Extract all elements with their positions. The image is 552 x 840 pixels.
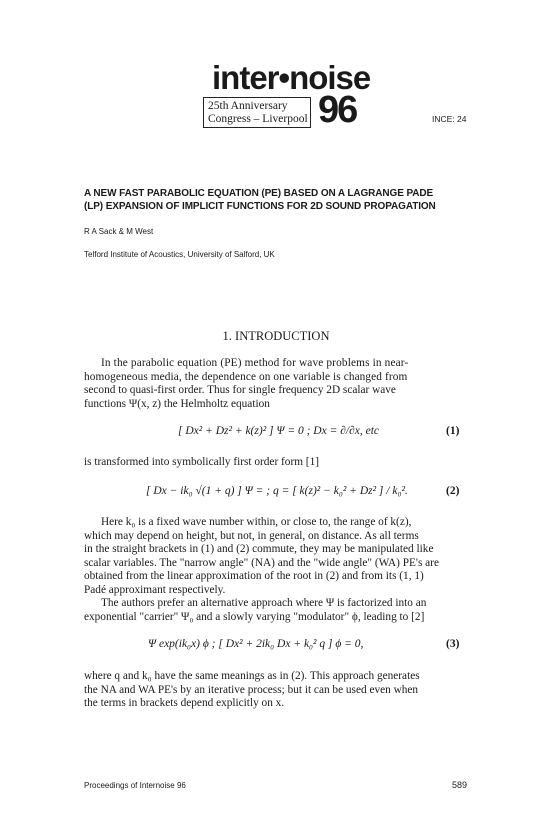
conference-logo-wordmark: inter•noise bbox=[212, 59, 371, 96]
equation-2-number: (2) bbox=[446, 485, 460, 497]
title-line-2: (LP) EXPANSION OF IMPLICIT FUNCTIONS FOR 2D SOUND PROPAGATION bbox=[84, 201, 436, 212]
equation-3-number: (3) bbox=[446, 638, 460, 650]
text-line: obtained from the linear approximation of the root in (2) and from its (1, 1) bbox=[84, 570, 424, 582]
paragraph-3 bbox=[84, 516, 439, 624]
text-line: The authors prefer an alternative approach where Ψ is factorized into an bbox=[101, 597, 427, 609]
text-line: second to quasi-first order. Thus for single frequency 2D scalar wave bbox=[84, 384, 396, 396]
title-line-1: A NEW FAST PARABOLIC EQUATION (PE) BASED ON A LAGRANGE PADE bbox=[84, 188, 434, 199]
section-heading: 1. INTRODUCTION bbox=[222, 329, 330, 343]
equation-2: [ Dx − ik₀ √(1 + q) ] Ψ = ; q = [ k(z)² − k₀² + Dz² ] / k₀². bbox=[146, 485, 408, 497]
conference-logo-year: 96 bbox=[318, 89, 357, 131]
text-line: homogeneous media, the dependence on one variable is changed from bbox=[84, 370, 408, 383]
text-line: the NA and WA PE's by an iterative process; but it can be used even when bbox=[84, 683, 419, 696]
text-line: Padé approximant respectively. bbox=[84, 583, 226, 596]
text-line: scalar variables. The "narrow angle" (NA) and the "wide angle" (WA) PE's are bbox=[84, 556, 439, 569]
footer-proceedings: Proceedings of Internoise 96 bbox=[84, 781, 186, 790]
paragraph-1 bbox=[84, 357, 408, 411]
equation-3: Ψ exp(ik₀x) ϕ ; [ Dx² + 2ik₀ Dx + k₀² q ] ϕ = 0, bbox=[148, 638, 364, 650]
paragraph-2: is transformed into symbolically first order form [1] bbox=[84, 456, 319, 468]
equation-1: [ Dx² + Dz² + k(z)² ] Ψ = 0 ; Dx = ∂/∂x, etc bbox=[178, 425, 380, 437]
text-line: which may depend on height, but not, in general, on distance. As all terms bbox=[84, 529, 419, 542]
text-line: In the parabolic equation (PE) method for wave problems in near- bbox=[101, 357, 409, 369]
paper-title bbox=[84, 187, 484, 213]
text-line: the terms in brackets depend explicitly on x. bbox=[84, 697, 285, 709]
text-line: Here k₀ is a fixed wave number within, or close to, the range of k(z), bbox=[101, 516, 412, 528]
text-line: exponential "carrier" Ψ₀ and a slowly varying "modulator" ϕ, leading to [2] bbox=[84, 610, 425, 623]
conference-logo-box bbox=[203, 97, 311, 128]
logo-box-line1: 25th Anniversary bbox=[208, 100, 288, 112]
paper-authors: R A Sack & M West bbox=[84, 227, 154, 236]
equation-1-number: (1) bbox=[446, 425, 460, 437]
text-line: functions Ψ(x, z) the Helmholtz equation bbox=[84, 397, 270, 410]
text-line: where q and k₀ have the same meanings as in (2). This approach generates bbox=[84, 670, 420, 682]
paper-id: INCE: 24 bbox=[432, 114, 467, 124]
page-number: 589 bbox=[452, 780, 468, 790]
paper-affiliation: Telford Institute of Acoustics, University of Salford, UK bbox=[84, 250, 275, 259]
paragraph-4 bbox=[84, 670, 420, 711]
logo-box-line2: Congress – Liverpool bbox=[208, 113, 308, 125]
text-line: in the straight brackets in (1) and (2) commute, they may be manipulated like bbox=[84, 543, 434, 555]
